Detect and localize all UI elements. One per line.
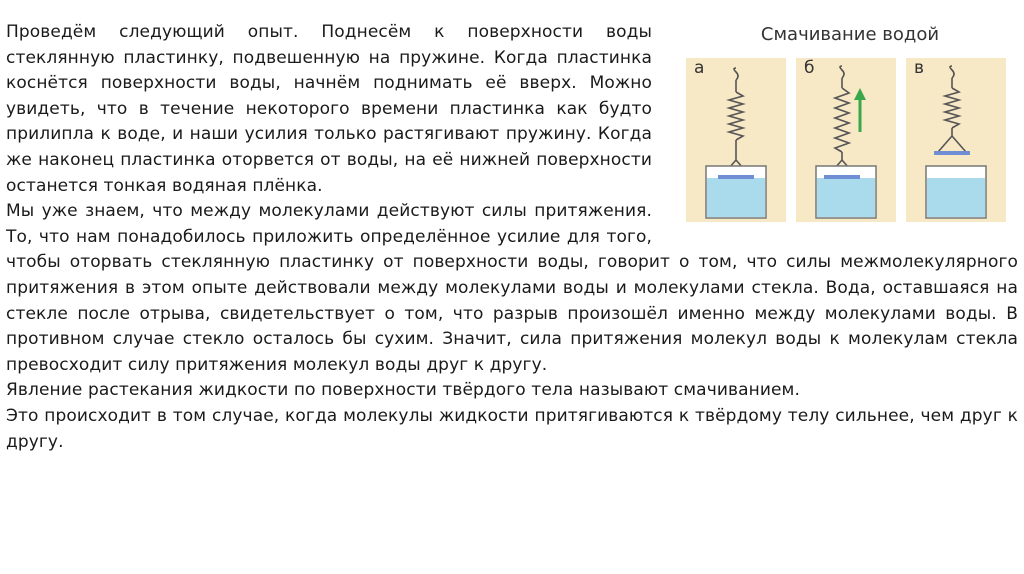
panel-label-v: в: [914, 58, 925, 78]
paragraph-attraction: Мы уже знаем, что между молекулами действуют силы притяжения. То, что нам понадобилось приложить определённое усилие для того, чтобы оторвать стеклянную пластинку от поверхности воды, говорит о том, что силы межмолекулярного притяжения в этом опыте действовали между молекулами воды и молекулами стекла. Вода, оставшаяся на стекле после отрыва, свидетельствует о том, что разрыв произошёл именно между молекулами воды. В противном случае стекло осталось бы сухим. Значит, сила притяжения молекул воды к молекулам стекла превосходит силу притяжения молекул воды друг к другу.: [6, 201, 1018, 375]
body-text: [6, 20, 1018, 455]
paragraph-experiment: Проведём следующий опыт. Поднесём к поверхности воды стеклянную пластинку, подвешенную на пружине. Когда пластинка коснётся поверхности воды, начнём поднимать её вверх. Можно увидеть, что в течение некоторого времени пластинка как будто прилипла к воде, и наши усилия только растягивают пружину. Когда же наконец пластинка оторвется от воды, на её нижней поверхности останется тонкая водяная плёнка.: [6, 22, 652, 196]
paragraph-wetting-definition: Явление растекания жидкости по поверхности твёрдого тела называют смачиванием.: [6, 380, 800, 401]
panel-label-b: б: [804, 58, 815, 78]
figure-title: Смачивание водой: [760, 24, 940, 45]
paragraph-wetting-condition: Это происходит в том случае, когда молекулы жидкости притягиваются к твёрдому телу сильнее, чем друг к другу.: [6, 405, 1018, 452]
figure-placeholder: [666, 20, 1018, 225]
panel-label-a: а: [694, 58, 705, 78]
